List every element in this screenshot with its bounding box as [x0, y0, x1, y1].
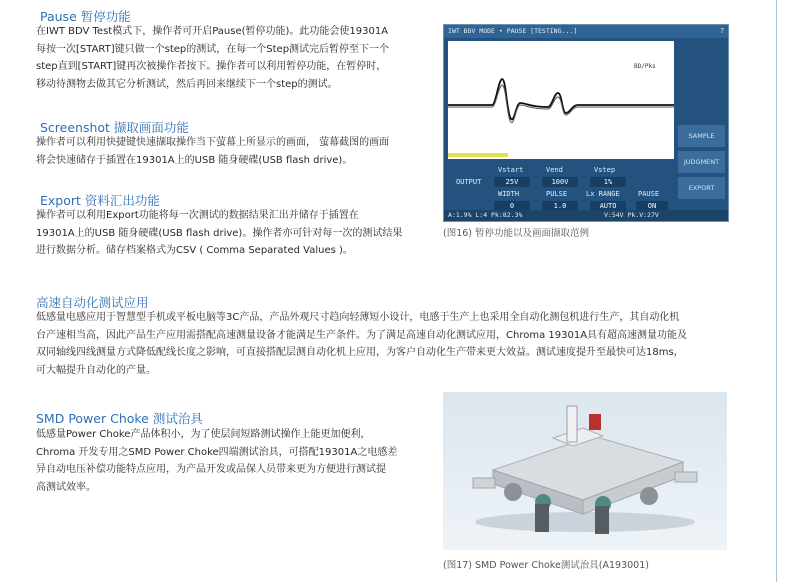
vstep-value[interactable]: 1% [590, 177, 626, 187]
automation-line: 低感量电感应用于智慧型手机或平板电脑等3C产品，产品外观尺寸趋向轻薄短小设计，电感于生产上也采用全自动化测包机进行生产，其自动化机 [36, 312, 680, 323]
vstart-header: Vstart [498, 166, 524, 174]
screenshot-heading: Screenshot 撷取画面功能 [40, 120, 189, 135]
smd-paragraph [36, 426, 397, 496]
scope-title-bar: IWT BDV MODE • PAUSE [TESTING...] [444, 25, 728, 38]
smd-line: Chroma 开发专用之SMD Power Choke四端测试治具，可搭配19301A之电感差 [36, 446, 398, 458]
export-heading: Export 资料汇出功能 [40, 193, 160, 208]
screenshot-line: 操作者可以利用快捷键快速撷取操作当下萤幕上所显示的画面， 萤幕截图的画面 [36, 137, 390, 148]
automation-heading: 高速自动化测试应用 [36, 295, 149, 310]
export-line: 操作者可以利用Export功能将每一次测试的数据结果汇出并储存于插置在 [36, 210, 359, 221]
scope-screenshot [443, 24, 729, 222]
status-left: A:1.9% L:4 Pk:82.3% [448, 211, 523, 219]
smd-line: 异自动电压补偿功能特点应用，为产品开发或品保人员带来更为方便进行测试提 [36, 464, 386, 475]
export-paragraph [36, 207, 402, 260]
pause-line: 移动待测物去做其它分析测试，然后再回来继续下一个step的测试。 [36, 78, 338, 90]
parameter-grid [448, 164, 674, 214]
pause-line: 每按一次[START]键只做一个step的测试，在每一个Step测试完后暂停至下一个 [36, 43, 390, 55]
pulse-value[interactable]: 1.0 [542, 201, 578, 211]
status-right: V:54V Pk.V:27V [604, 211, 659, 219]
pause-line: step直到[START]键再次被操作者按下。操作者可以利用暂停功能，在暂停时， [36, 61, 387, 72]
waveform-plot [448, 41, 674, 159]
scope-status-bar [444, 210, 728, 221]
sample-softkey[interactable]: SAMPLE [678, 125, 725, 147]
export-line: 19301A上的USB 随身硬碟(USB flash drive)。操作者亦可针对每一次的测试结果 [36, 227, 403, 239]
vstart-value[interactable]: 25V [494, 177, 530, 187]
vend-value[interactable]: 100V [542, 177, 578, 187]
automation-line: 可大幅提升自动化的产量。 [36, 364, 156, 376]
fig17-caption: (图17) SMD Power Choke测试治具(A193001) [443, 560, 649, 571]
lx-range-header: Lx RANGE [586, 190, 620, 198]
lx-range-value[interactable]: AUTO [590, 201, 626, 211]
fixture-illustration [443, 392, 727, 550]
judgment-softkey[interactable]: JUDGMENT [678, 151, 725, 173]
screenshot-paragraph [36, 134, 389, 169]
smd-heading: SMD Power Choke 测试治具 [36, 411, 203, 426]
width-value[interactable]: 0 [494, 201, 530, 211]
vend-header: Vend [546, 166, 563, 174]
pause-value[interactable]: ON [636, 201, 668, 211]
pause-line: 在IWT BDV Test模式下，操作者可开启Pause(暂停功能)。此功能会使19301A [36, 26, 389, 37]
export-line: 进行数据分析。储存档案格式为CSV ( Comma Separated Values )。 [36, 245, 353, 256]
pause-header: PAUSE [638, 190, 660, 198]
vstep-header: Vstep [594, 166, 616, 174]
pause-paragraph [36, 23, 389, 93]
output-label: OUTPUT [456, 178, 482, 186]
width-header: WIDTH [498, 190, 520, 198]
page-edge-rule [776, 0, 777, 582]
plot-level-label: BD/Pks [634, 63, 656, 70]
automation-paragraph [36, 309, 687, 379]
fixture-photo [443, 392, 727, 550]
automation-line: 台产速相当高，因此产品生产应用需搭配高速测量设备才能满足生产条件。为了满足高速自动化测试应用，Chroma 19301A具有超高速测量功能及 [36, 329, 688, 341]
screenshot-line: 将会快速储存于插置在19301A上的USB 随身硬碟(USB flash drive)。 [36, 154, 353, 166]
smd-line: 低感量Power Choke产品体积小，为了使层间短路测试操作上能更加便利， [36, 429, 371, 440]
export-softkey[interactable]: EXPORT [678, 177, 725, 199]
fig16-caption: (图16) 暂停功能以及画面撷取范例 [443, 228, 590, 239]
pause-heading: Pause 暂停功能 [40, 9, 131, 24]
automation-line: 双同轴线四线测量方式降低配线长度之影响，可直接搭配层测自动化机上应用，为客户自动化生产带来更大效益。测试速度提升至最快可达18ms， [36, 347, 684, 358]
smd-line: 高测试效率。 [36, 481, 96, 493]
waveform-graphic [448, 41, 674, 159]
info-icon[interactable]: ? [720, 27, 724, 35]
pulse-header: PULSE [546, 190, 568, 198]
